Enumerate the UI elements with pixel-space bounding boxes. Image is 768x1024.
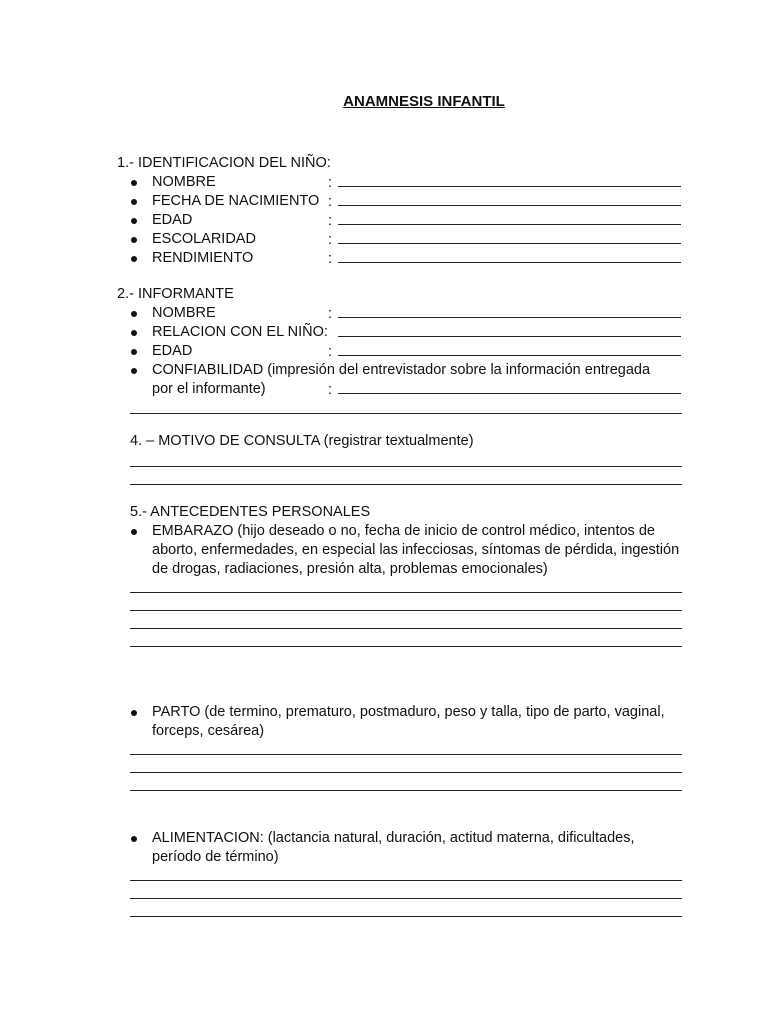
answer-line[interactable] xyxy=(130,466,682,467)
answer-line[interactable] xyxy=(130,754,682,755)
colon: : xyxy=(328,194,333,210)
section-4-heading: 4. – MOTIVO DE CONSULTA (registrar textualmente) xyxy=(130,433,474,449)
answer-line[interactable] xyxy=(130,592,682,593)
blank-line[interactable] xyxy=(338,342,681,356)
blank-line[interactable] xyxy=(338,380,681,394)
bullet xyxy=(131,199,137,205)
field-label-rendimiento: RENDIMIENTO xyxy=(152,250,254,266)
colon: : xyxy=(328,175,333,191)
field-label-edad: EDAD xyxy=(152,212,193,228)
alimentacion-prompt: ALIMENTACION: (lactancia natural, duración, actitud materna, dificultades, período de término) xyxy=(152,830,635,865)
field-confiabilidad[interactable] xyxy=(328,380,681,400)
answer-line[interactable] xyxy=(130,413,682,414)
bullet xyxy=(131,330,137,336)
blank-line[interactable] xyxy=(338,323,681,337)
field-informante-nombre[interactable] xyxy=(328,304,681,324)
bullet xyxy=(131,368,137,374)
answer-line[interactable] xyxy=(130,610,682,611)
bullet xyxy=(131,349,137,355)
section-5-heading: 5.- ANTECEDENTES PERSONALES xyxy=(130,504,371,520)
answer-line[interactable] xyxy=(130,646,682,647)
colon: : xyxy=(328,306,333,322)
document-title: ANAMNESIS INFANTIL xyxy=(343,93,505,110)
answer-line[interactable] xyxy=(130,916,682,917)
field-label-confiabilidad-cont: por el informante) xyxy=(152,381,266,397)
bullet xyxy=(131,311,137,317)
colon: : xyxy=(328,382,333,398)
bullet xyxy=(131,180,137,186)
blank-line[interactable] xyxy=(338,211,681,225)
colon: : xyxy=(328,344,333,360)
answer-line[interactable] xyxy=(130,790,682,791)
bullet xyxy=(131,836,137,842)
blank-line[interactable] xyxy=(338,173,681,187)
field-fecha-nacimiento[interactable] xyxy=(328,192,681,212)
field-label-informante-nombre: NOMBRE xyxy=(152,305,216,321)
answer-line[interactable] xyxy=(130,880,682,881)
field-label-relacion: RELACION CON EL NIÑO: xyxy=(152,324,328,340)
bullet xyxy=(131,237,137,243)
field-rendimiento[interactable] xyxy=(328,249,681,269)
section-1-heading: 1.- IDENTIFICACION DEL NIÑO: xyxy=(117,155,331,171)
blank-line[interactable] xyxy=(338,230,681,244)
answer-line[interactable] xyxy=(130,772,682,773)
bullet xyxy=(131,256,137,262)
field-nombre[interactable] xyxy=(328,173,681,193)
parto-prompt: PARTO (de termino, prematuro, postmaduro, peso y talla, tipo de parto, vaginal, forceps, cesárea) xyxy=(152,704,665,739)
bullet xyxy=(131,529,137,535)
field-informante-edad[interactable] xyxy=(328,342,681,362)
field-label-escolaridad: ESCOLARIDAD xyxy=(152,231,256,247)
colon: : xyxy=(328,232,333,248)
bullet xyxy=(131,218,137,224)
blank-line[interactable] xyxy=(338,304,681,318)
bullet xyxy=(131,710,137,716)
field-label-informante-edad: EDAD xyxy=(152,343,193,359)
answer-line[interactable] xyxy=(130,628,682,629)
field-label-nombre: NOMBRE xyxy=(152,174,216,190)
colon: : xyxy=(328,251,333,267)
blank-line[interactable] xyxy=(338,249,681,263)
answer-line[interactable] xyxy=(130,484,682,485)
answer-line[interactable] xyxy=(130,898,682,899)
field-label-confiabilidad: CONFIABILIDAD (impresión del entrevistador sobre la información entregada xyxy=(152,362,651,378)
colon: : xyxy=(328,213,333,229)
field-edad[interactable] xyxy=(328,211,681,231)
field-label-fecha-nacimiento: FECHA DE NACIMIENTO xyxy=(152,193,320,209)
field-relacion[interactable] xyxy=(338,323,681,343)
blank-line[interactable] xyxy=(338,192,681,206)
section-2-heading: 2.- INFORMANTE xyxy=(117,286,234,302)
embarazo-prompt: EMBARAZO (hijo deseado o no, fecha de inicio de control médico, intentos de aborto, enfermedades, en especial las infecciosas, síntomas de pérdida, ingestión de drogas, radiaciones, presión alta, problemas emocionales) xyxy=(152,523,680,577)
field-escolaridad[interactable] xyxy=(328,230,681,250)
